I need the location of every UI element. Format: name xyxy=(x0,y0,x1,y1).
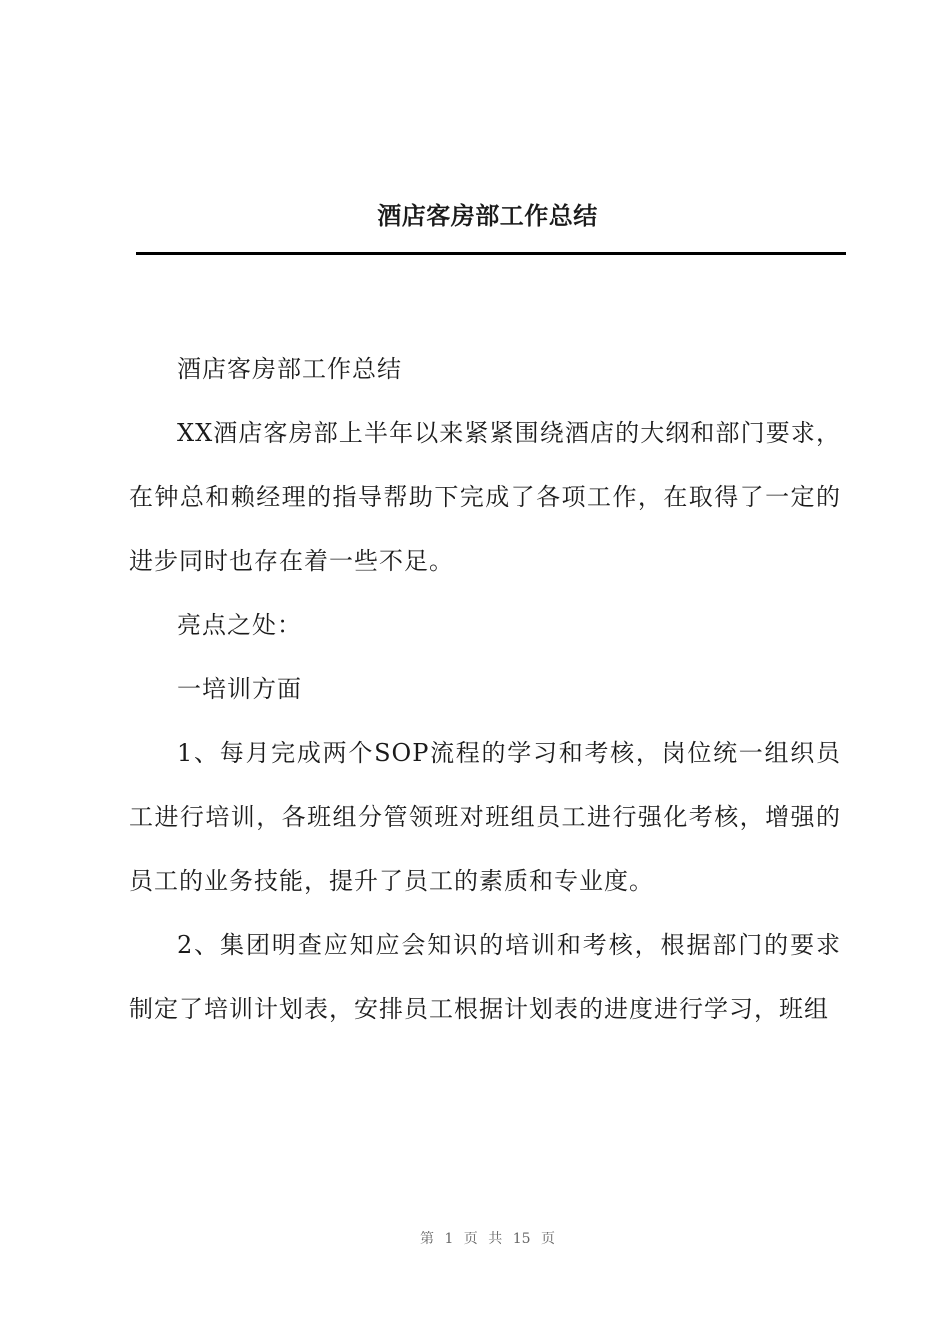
paragraph: 2、集团明查应知应会知识的培训和考核，根据部门的要求制定了培训计划表，安排员工根据计划表的进度进行学习，班组 xyxy=(129,931,841,1023)
paragraph: 1、每月完成两个SOP流程的学习和考核，岗位统一组织员工进行培训，各班组分管领班对班组员工进行强化考核，增强的员工的业务技能，提升了员工的素质和专业度。 xyxy=(129,739,841,895)
paragraph: 亮点之处： xyxy=(177,611,302,639)
page-number-footer: 第 1 页 共 15 页 xyxy=(420,1231,555,1247)
document-body xyxy=(129,337,841,1041)
paragraph: 一培训方面 xyxy=(177,675,302,703)
document-title: 酒店客房部工作总结 xyxy=(377,201,598,230)
paragraph: 酒店客房部工作总结 xyxy=(177,355,402,383)
paragraph: XX酒店客房部上半年以来紧紧围绕酒店的大纲和部门要求，在钟总和赖经理的指导帮助下完成了各项工作，在取得了一定的进步同时也存在着一些不足。 xyxy=(129,419,841,575)
title-divider xyxy=(136,252,846,255)
